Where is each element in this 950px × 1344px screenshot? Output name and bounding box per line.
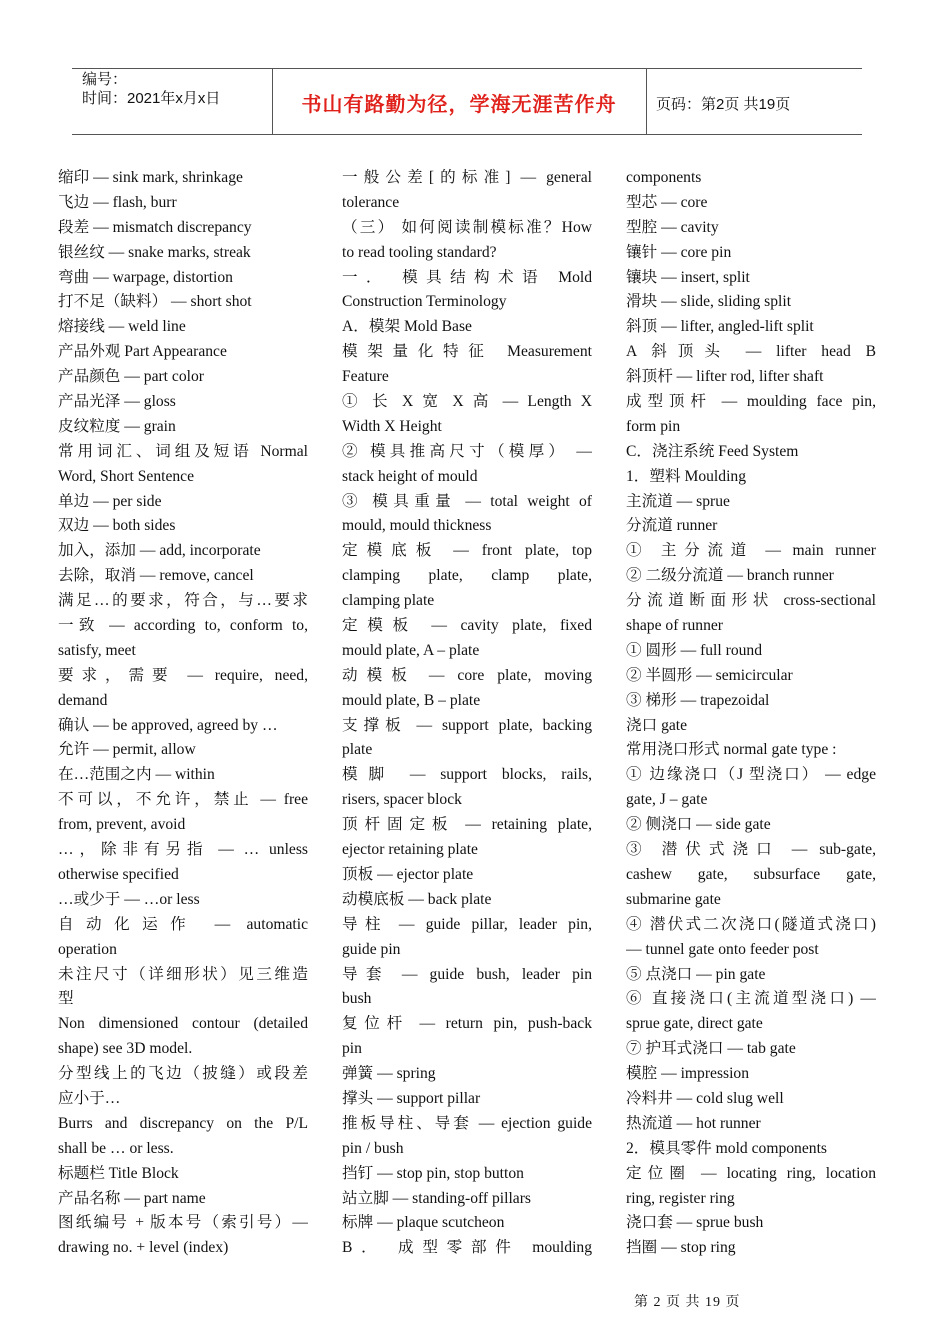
text-line: 挡钉 — stop pin, stop button (342, 1164, 524, 1182)
text-line: 产品名称 — part name (58, 1189, 206, 1207)
text-line: 产品外观 Part Appearance (58, 343, 227, 361)
text-line: Construction Terminology (342, 293, 507, 311)
header-motto: 书山有路勤为径，学海无涯苦作舟 (301, 92, 617, 116)
header-bottom-rule (72, 134, 862, 135)
text-line: ④ 潜伏式二次浇口(隧道式浇口) (626, 915, 876, 933)
text-line: 定位圈 — locating ring, location (626, 1164, 876, 1182)
text-line: — tunnel gate onto feeder post (626, 940, 819, 958)
text-line: risers, spacer block (342, 791, 462, 809)
text-line: ⑥ 直接浇口(主流道型浇口) — (626, 990, 876, 1008)
text-line: ③ 潜伏式浇口 — sub-gate, (626, 841, 876, 859)
text-line: 一致 — according to, conform to, (58, 617, 308, 635)
text-line: 导套 — guide bush, leader pin (342, 965, 592, 983)
text-line: 斜顶杆 — lifter rod, lifter shaft (626, 368, 824, 386)
text-line: cashew gate, subsurface gate, (626, 865, 876, 883)
text-line: 型芯 — core (626, 193, 708, 211)
text-line: 镶针 — core pin (626, 243, 732, 261)
text-line: Non dimensioned contour (detailed (58, 1015, 308, 1033)
footer-page-number: 第 2 页 共 19 页 (634, 1295, 741, 1310)
text-line: 打不足（缺料） — short shot (58, 293, 252, 311)
header-top-rule (72, 68, 862, 69)
text-line: 一般公差[的标准] — general (342, 169, 592, 186)
text-line: 不可以，不允许，禁止 — free (58, 791, 308, 809)
text-line: …或少于 — …or less (58, 890, 200, 908)
text-line: from, prevent, avoid (58, 816, 186, 834)
text-line: ring, register ring (626, 1189, 735, 1207)
text-line: guide pin (342, 940, 401, 958)
document-number-label: 编号： (82, 71, 128, 88)
text-line: 要求，需要 — require, need, (58, 666, 308, 684)
text-line: Burrs and discrepancy on the P/L (58, 1114, 308, 1132)
text-line: ① 边缘浇口（J 型浇口） — edge (626, 766, 876, 784)
text-line: 复位杆 — return pin, push-back (342, 1015, 592, 1033)
text-line: pin / bush (342, 1139, 404, 1157)
text-line: 段差 — mismatch discrepancy (58, 218, 252, 236)
text-line: B． 成型零部件 moulding (342, 1239, 592, 1257)
text-line: 缩印 — sink mark, shrinkage (58, 169, 243, 186)
text-line: 顶板 — ejector plate (342, 865, 474, 883)
text-line: 分流道 runner (626, 517, 718, 535)
text-line: 模架量化特征 Measurement (342, 343, 592, 361)
text-line: mould plate, B – plate (342, 691, 481, 709)
text-line: 动模底板 — back plate (342, 890, 492, 908)
text-line: 浇口套 — sprue bush (626, 1214, 764, 1232)
text-line: 飞边 — flash, burr (58, 193, 177, 211)
text-line: 镶块 — insert, split (626, 268, 750, 286)
text-line: （三） 如何阅读制模标准？How (342, 218, 592, 236)
text-line: 皮纹粒度 — grain (58, 417, 176, 435)
text-line: 站立脚 — standing-off pillars (342, 1189, 531, 1207)
text-line: 常用浇口形式 normal gate type : (626, 741, 837, 759)
text-line: clamping plate (342, 592, 435, 610)
text-line: tolerance (342, 193, 400, 211)
text-line: 确认 — be approved, agreed by … (58, 716, 278, 734)
text-line: …，除非有另指 — … unless (58, 841, 308, 859)
text-line: 银丝纹 — snake marks, streak (58, 243, 251, 261)
text-line: mould plate, A – plate (342, 641, 480, 659)
text-column-2 (342, 166, 592, 1261)
text-line: ② 侧浇口 — side gate (626, 816, 771, 834)
text-line: mould, mould thickness (342, 517, 492, 535)
text-line: 常用词汇、词组及短语 Normal (58, 442, 308, 460)
document-time-label: 时间：2021年x月x日 (82, 90, 221, 107)
text-line: stack height of mould (342, 467, 478, 485)
text-line: to read tooling standard? (342, 243, 497, 261)
text-line: A 斜顶头 — lifter head B (626, 343, 876, 361)
text-line: demand (58, 691, 108, 709)
text-line: 型 (58, 990, 74, 1008)
text-line: ② 二级分流道 — branch runner (626, 567, 834, 585)
text-line: ① 圆形 — full round (626, 641, 763, 659)
text-line: 顶杆固定板 — retaining plate, (342, 816, 592, 834)
text-line: 撑头 — support pillar (342, 1089, 481, 1107)
text-line: form pin (626, 417, 681, 435)
text-line: components (626, 169, 702, 186)
text-line: sprue gate, direct gate (626, 1015, 763, 1033)
text-line: 允许 — permit, allow (58, 741, 196, 759)
text-line: 单边 — per side (58, 492, 162, 510)
text-line: clamping plate, clamp plate, (342, 567, 592, 585)
text-line: 主流道 — sprue (626, 492, 730, 510)
text-line: satisfy, meet (58, 641, 136, 659)
text-line: 斜顶 — lifter, angled-lift split (626, 318, 814, 336)
text-line: 加入，添加 — add, incorporate (58, 542, 261, 560)
text-line: Feature (342, 368, 389, 386)
text-column-1 (58, 166, 308, 1261)
text-line: 1．塑料 Moulding (626, 467, 746, 485)
text-line: operation (58, 940, 117, 958)
text-line: otherwise specified (58, 865, 179, 883)
text-line: ③ 梯形 — trapezoidal (626, 691, 770, 709)
text-line: 在…范围之内 — within (58, 766, 215, 784)
text-line: 应小于… (58, 1089, 121, 1107)
text-line: shape of runner (626, 617, 723, 635)
text-line: 弯曲 — warpage, distortion (58, 268, 233, 286)
header-page-number: 页码：第2页 共19页 (656, 96, 791, 113)
text-line: C．浇注系统 Feed System (626, 442, 799, 460)
header-info (82, 70, 220, 108)
text-line: pin (342, 1040, 362, 1058)
text-line: Word, Short Sentence (58, 467, 195, 485)
text-line: bush (342, 990, 372, 1008)
text-line: 分型线上的飞边（披缝）或段差 (58, 1065, 308, 1083)
text-line: shape) see 3D model. (58, 1040, 193, 1058)
text-line: drawing no. + level (index) (58, 1239, 229, 1257)
header-divider-right (646, 68, 647, 135)
text-line: ② 模具推高尺寸（模厚） — (342, 442, 592, 460)
text-line: 导柱 — guide pillar, leader pin, (342, 915, 592, 933)
text-line: 模腔 — impression (626, 1065, 750, 1083)
text-column-3 (626, 166, 876, 1261)
text-line: 成型顶杆 — moulding face pin, (626, 393, 876, 411)
text-line: 熔接线 — weld line (58, 318, 186, 336)
text-line: plate (342, 741, 373, 759)
text-line: ⑤ 点浇口 — pin gate (626, 965, 766, 983)
text-line: 产品颜色 — part color (58, 368, 204, 386)
text-line: 标题栏 Title Block (58, 1164, 179, 1182)
text-line: 去除，取消 — remove, cancel (58, 567, 254, 585)
text-line: ② 半圆形 — semicircular (626, 666, 793, 684)
text-line: 推板导柱、导套 — ejection guide (342, 1114, 592, 1132)
text-line: ⑦ 护耳式浇口 — tab gate (626, 1040, 796, 1058)
text-line: gate, J – gate (626, 791, 708, 809)
text-line: shall be … or less. (58, 1139, 174, 1157)
text-line: 自动化运作 — automatic (58, 915, 308, 933)
text-line: 支撑板 — support plate, backing (342, 716, 592, 734)
text-line: 弹簧 — spring (342, 1065, 436, 1083)
text-line: 浇口 gate (626, 716, 688, 734)
text-line: 分流道断面形状 cross-sectional (626, 592, 876, 610)
text-line: A．模架 Mold Base (342, 318, 472, 336)
text-line: 标牌 — plaque scutcheon (342, 1214, 505, 1232)
text-line: ① 长 X 宽 X 高 — Length X (342, 393, 592, 411)
text-line: 热流道 — hot runner (626, 1114, 761, 1132)
text-line: 型腔 — cavity (626, 218, 719, 236)
text-line: 图纸编号 + 版本号（索引号）— (58, 1214, 308, 1232)
text-line: 冷料井 — cold slug well (626, 1089, 784, 1107)
text-line: 定模板 — cavity plate, fixed (342, 617, 592, 635)
text-line: ③ 模具重量 — total weight of (342, 492, 592, 510)
text-line: Width X Height (342, 417, 442, 435)
text-line: ejector retaining plate (342, 841, 478, 859)
text-line: 双边 — both sides (58, 517, 176, 535)
text-line: submarine gate (626, 890, 721, 908)
text-line: ① 主分流道 — main runner (626, 542, 876, 560)
text-line: 满足…的要求，符合，与…要求 (58, 592, 308, 610)
text-line: 未注尺寸（详细形状）见三维造 (58, 965, 308, 983)
text-line: 挡圈 — stop ring (626, 1239, 736, 1257)
text-line: 动模板 — core plate, moving (342, 666, 592, 684)
text-line: 产品光泽 — gloss (58, 393, 176, 411)
text-line: 模脚 — support blocks, rails, (342, 766, 592, 784)
text-line: 2．模具零件 mold components (626, 1139, 827, 1157)
text-line: 滑块 — slide, sliding split (626, 293, 792, 311)
text-line: 定模底板 — front plate, top (342, 542, 592, 560)
text-line: 一． 模具结构术语 Mold (342, 268, 592, 286)
